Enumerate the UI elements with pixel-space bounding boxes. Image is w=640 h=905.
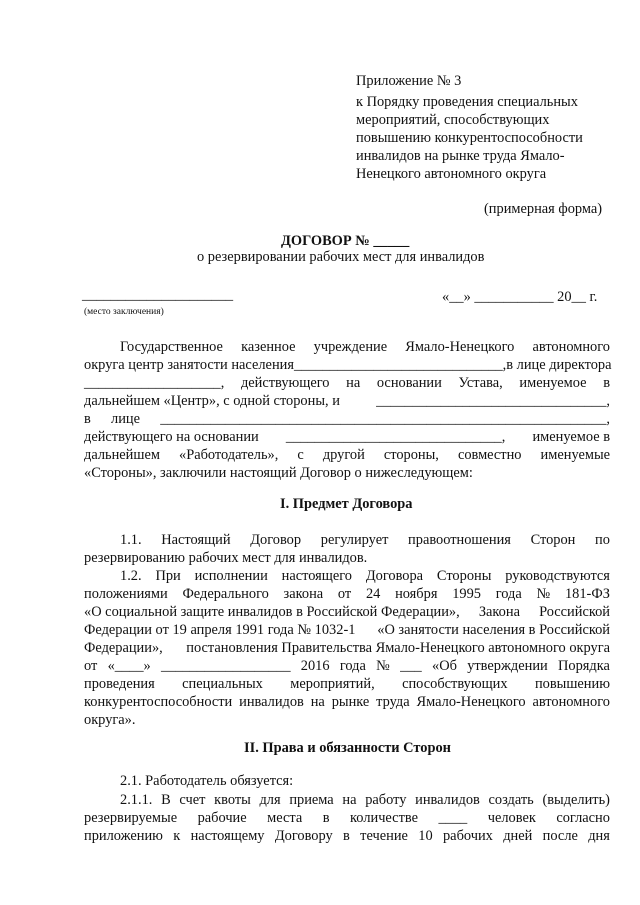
word: рабочие (197, 810, 247, 826)
word: Ямало-Ненецкого (405, 339, 515, 355)
word: инвалидов (415, 792, 480, 808)
word: (выделить) (542, 792, 610, 808)
word: в (322, 810, 330, 826)
section-heading: II. Права и обязанности Сторон (244, 740, 451, 756)
contract-title: ДОГОВОР № _____ (281, 233, 410, 249)
paragraph-line (84, 693, 610, 712)
word: Договора (365, 568, 424, 584)
word: дней (503, 828, 533, 844)
appendix-number: Приложение № 3 (356, 73, 462, 89)
place-blank: _____________________ (82, 287, 234, 303)
word: 1.1. (120, 532, 142, 548)
word: «Об (432, 658, 457, 674)
paragraph-line (84, 809, 610, 828)
word: проведения (84, 676, 155, 692)
word: на (310, 694, 325, 710)
word: закона (283, 586, 324, 602)
word: труда (376, 694, 410, 710)
word: настоящему (190, 828, 265, 844)
word: в (343, 828, 350, 844)
word: мероприятий, (290, 676, 375, 692)
word: действующего на основании (84, 429, 259, 445)
appendix-to-line: Ненецкого автономного округа (356, 166, 547, 182)
word: «О занятости населения в Российской (377, 622, 610, 638)
word: количестве (350, 810, 418, 826)
word: приема (289, 792, 334, 808)
word: утверждении (467, 658, 548, 674)
word: создать (488, 792, 534, 808)
word: ___________________, (84, 375, 225, 391)
word: «Работодатель», (179, 447, 279, 463)
word: именуемое (519, 375, 587, 391)
word: именуемые (540, 447, 610, 463)
word: 181-ФЗ (564, 586, 610, 602)
word: на (342, 792, 357, 808)
paragraph-line (120, 791, 610, 810)
preamble-line (84, 374, 610, 393)
word: постановления Правительства Ямало-Ненецкого автономного округа (186, 640, 610, 656)
word: Федерального (182, 586, 269, 602)
word: «____» (107, 658, 151, 674)
word: в (603, 375, 610, 391)
preamble-line (84, 428, 610, 447)
word: основании (376, 375, 442, 391)
paragraph-line (84, 585, 610, 604)
paragraph-line (120, 567, 610, 586)
word: регулирует (320, 532, 389, 548)
word: в (84, 411, 91, 427)
word: места (267, 810, 303, 826)
word: Стороны (436, 568, 492, 584)
word: квоты (214, 792, 251, 808)
form-note: (примерная форма) (484, 201, 603, 217)
word: округа центр занятости населения (84, 357, 294, 373)
word: 24 (365, 586, 381, 602)
word: дня (588, 828, 610, 844)
word: __________________ (161, 658, 291, 674)
preamble-line (84, 446, 610, 465)
preamble-line (120, 338, 610, 357)
word: Порядка (558, 658, 610, 674)
paragraph-line (84, 603, 610, 622)
word: Ямало-Ненецкого (416, 694, 526, 710)
preamble-line (84, 410, 610, 429)
word: счет (179, 792, 206, 808)
word: согласно (556, 810, 610, 826)
word: ___ (400, 658, 422, 674)
word: Федерации от 19 апреля 1991 года № 1032-1 (84, 622, 356, 638)
preamble-line: «Стороны», заключили настоящий Договор о нижеследующем: (84, 465, 473, 481)
word: повышению (534, 676, 610, 692)
section-heading: I. Предмет Договора (280, 496, 413, 512)
word: на (346, 375, 361, 391)
word: приложению (84, 828, 163, 844)
word: Российской (539, 604, 610, 620)
word: человек (487, 810, 536, 826)
word: инвалидов (239, 694, 304, 710)
appendix-to-line: инвалидов на рынке труда Ямало- (356, 148, 565, 164)
word: 1995 (452, 586, 481, 602)
word: автономного (532, 339, 610, 355)
word: работу (365, 792, 407, 808)
paragraph-line (84, 657, 610, 676)
word: В (161, 792, 171, 808)
preamble-line (84, 392, 610, 411)
paragraph-line: 2.1. Работодатель обязуется: (120, 773, 294, 789)
word: Сторон (530, 532, 576, 548)
contract-subtitle: о резервировании рабочих мест для инвалидов (197, 249, 485, 265)
word: стороны, (383, 447, 439, 463)
word: с (297, 447, 304, 463)
word: исполнении (194, 568, 268, 584)
word: 2016 (300, 658, 330, 674)
contract-date: «__» ___________ 20__ г. (442, 289, 598, 305)
word: Государственное (120, 339, 223, 355)
word: ноября (395, 586, 438, 602)
appendix-to-line: повышению конкурентоспособности (356, 130, 583, 146)
word: учреждение (313, 339, 388, 355)
word: от (84, 658, 98, 674)
paragraph-line: округа». (84, 712, 136, 728)
word: для (259, 792, 281, 808)
word: _____________________________, (293, 357, 507, 373)
word: Настоящий (161, 532, 231, 548)
word: действующего (240, 375, 330, 391)
word: Закона (478, 604, 520, 620)
paragraph-line (84, 827, 610, 846)
word: № (536, 586, 551, 602)
word: Договору (274, 828, 333, 844)
word: совместно (457, 447, 522, 463)
word: именуемое в (532, 429, 610, 445)
word: правоотношения (408, 532, 511, 548)
paragraph-line (84, 621, 610, 640)
word: по (595, 532, 610, 548)
word: способствующих (402, 676, 508, 692)
preamble-line (84, 356, 610, 375)
word: после (542, 828, 578, 844)
word: Федерации», (84, 640, 163, 656)
word: автономного (532, 694, 610, 710)
word: к (173, 828, 181, 844)
word: рабочих (442, 828, 493, 844)
word: дальнейшем «Центр», с одной стороны, и (84, 393, 340, 409)
word: специальных (182, 676, 263, 692)
paragraph-line (120, 531, 610, 550)
word: в лице директора (506, 357, 612, 373)
word: Устава, (458, 375, 503, 391)
place-caption: (место заключения) (84, 307, 164, 317)
word: 10 (418, 828, 433, 844)
word: Договор (250, 532, 302, 548)
word: рынке (331, 694, 370, 710)
word: дальнейшем (84, 447, 160, 463)
word: конкурентоспособности (84, 694, 233, 710)
word: года (495, 586, 522, 602)
word: 1.2. (120, 568, 142, 584)
word: 2.1.1. (120, 792, 153, 808)
word: руководствуются (505, 568, 610, 584)
word: от (337, 586, 352, 602)
word: ________________________________, (376, 393, 610, 409)
paragraph-line (84, 675, 610, 694)
word: положениями (84, 586, 168, 602)
word: казенное (241, 339, 296, 355)
word: лице (111, 411, 141, 427)
appendix-to-line: мероприятий, способствующих (356, 112, 550, 128)
word: другой (322, 447, 365, 463)
word: резервируемые (84, 810, 178, 826)
word: ____ (438, 810, 468, 826)
word: При (155, 568, 181, 584)
word: настоящего (281, 568, 352, 584)
paragraph-line (84, 639, 610, 658)
word: «О социальной защите инвалидов в Российской Федерации», (84, 604, 460, 620)
appendix-to-line: к Порядку проведения специальных (356, 94, 578, 110)
word: ______________________________________________________________, (160, 411, 610, 427)
word: ______________________________, (285, 429, 506, 445)
word: течение (360, 828, 408, 844)
word: № (376, 658, 390, 674)
paragraph-line: резервированию рабочих мест для инвалидов. (84, 550, 368, 566)
word: года (339, 658, 366, 674)
